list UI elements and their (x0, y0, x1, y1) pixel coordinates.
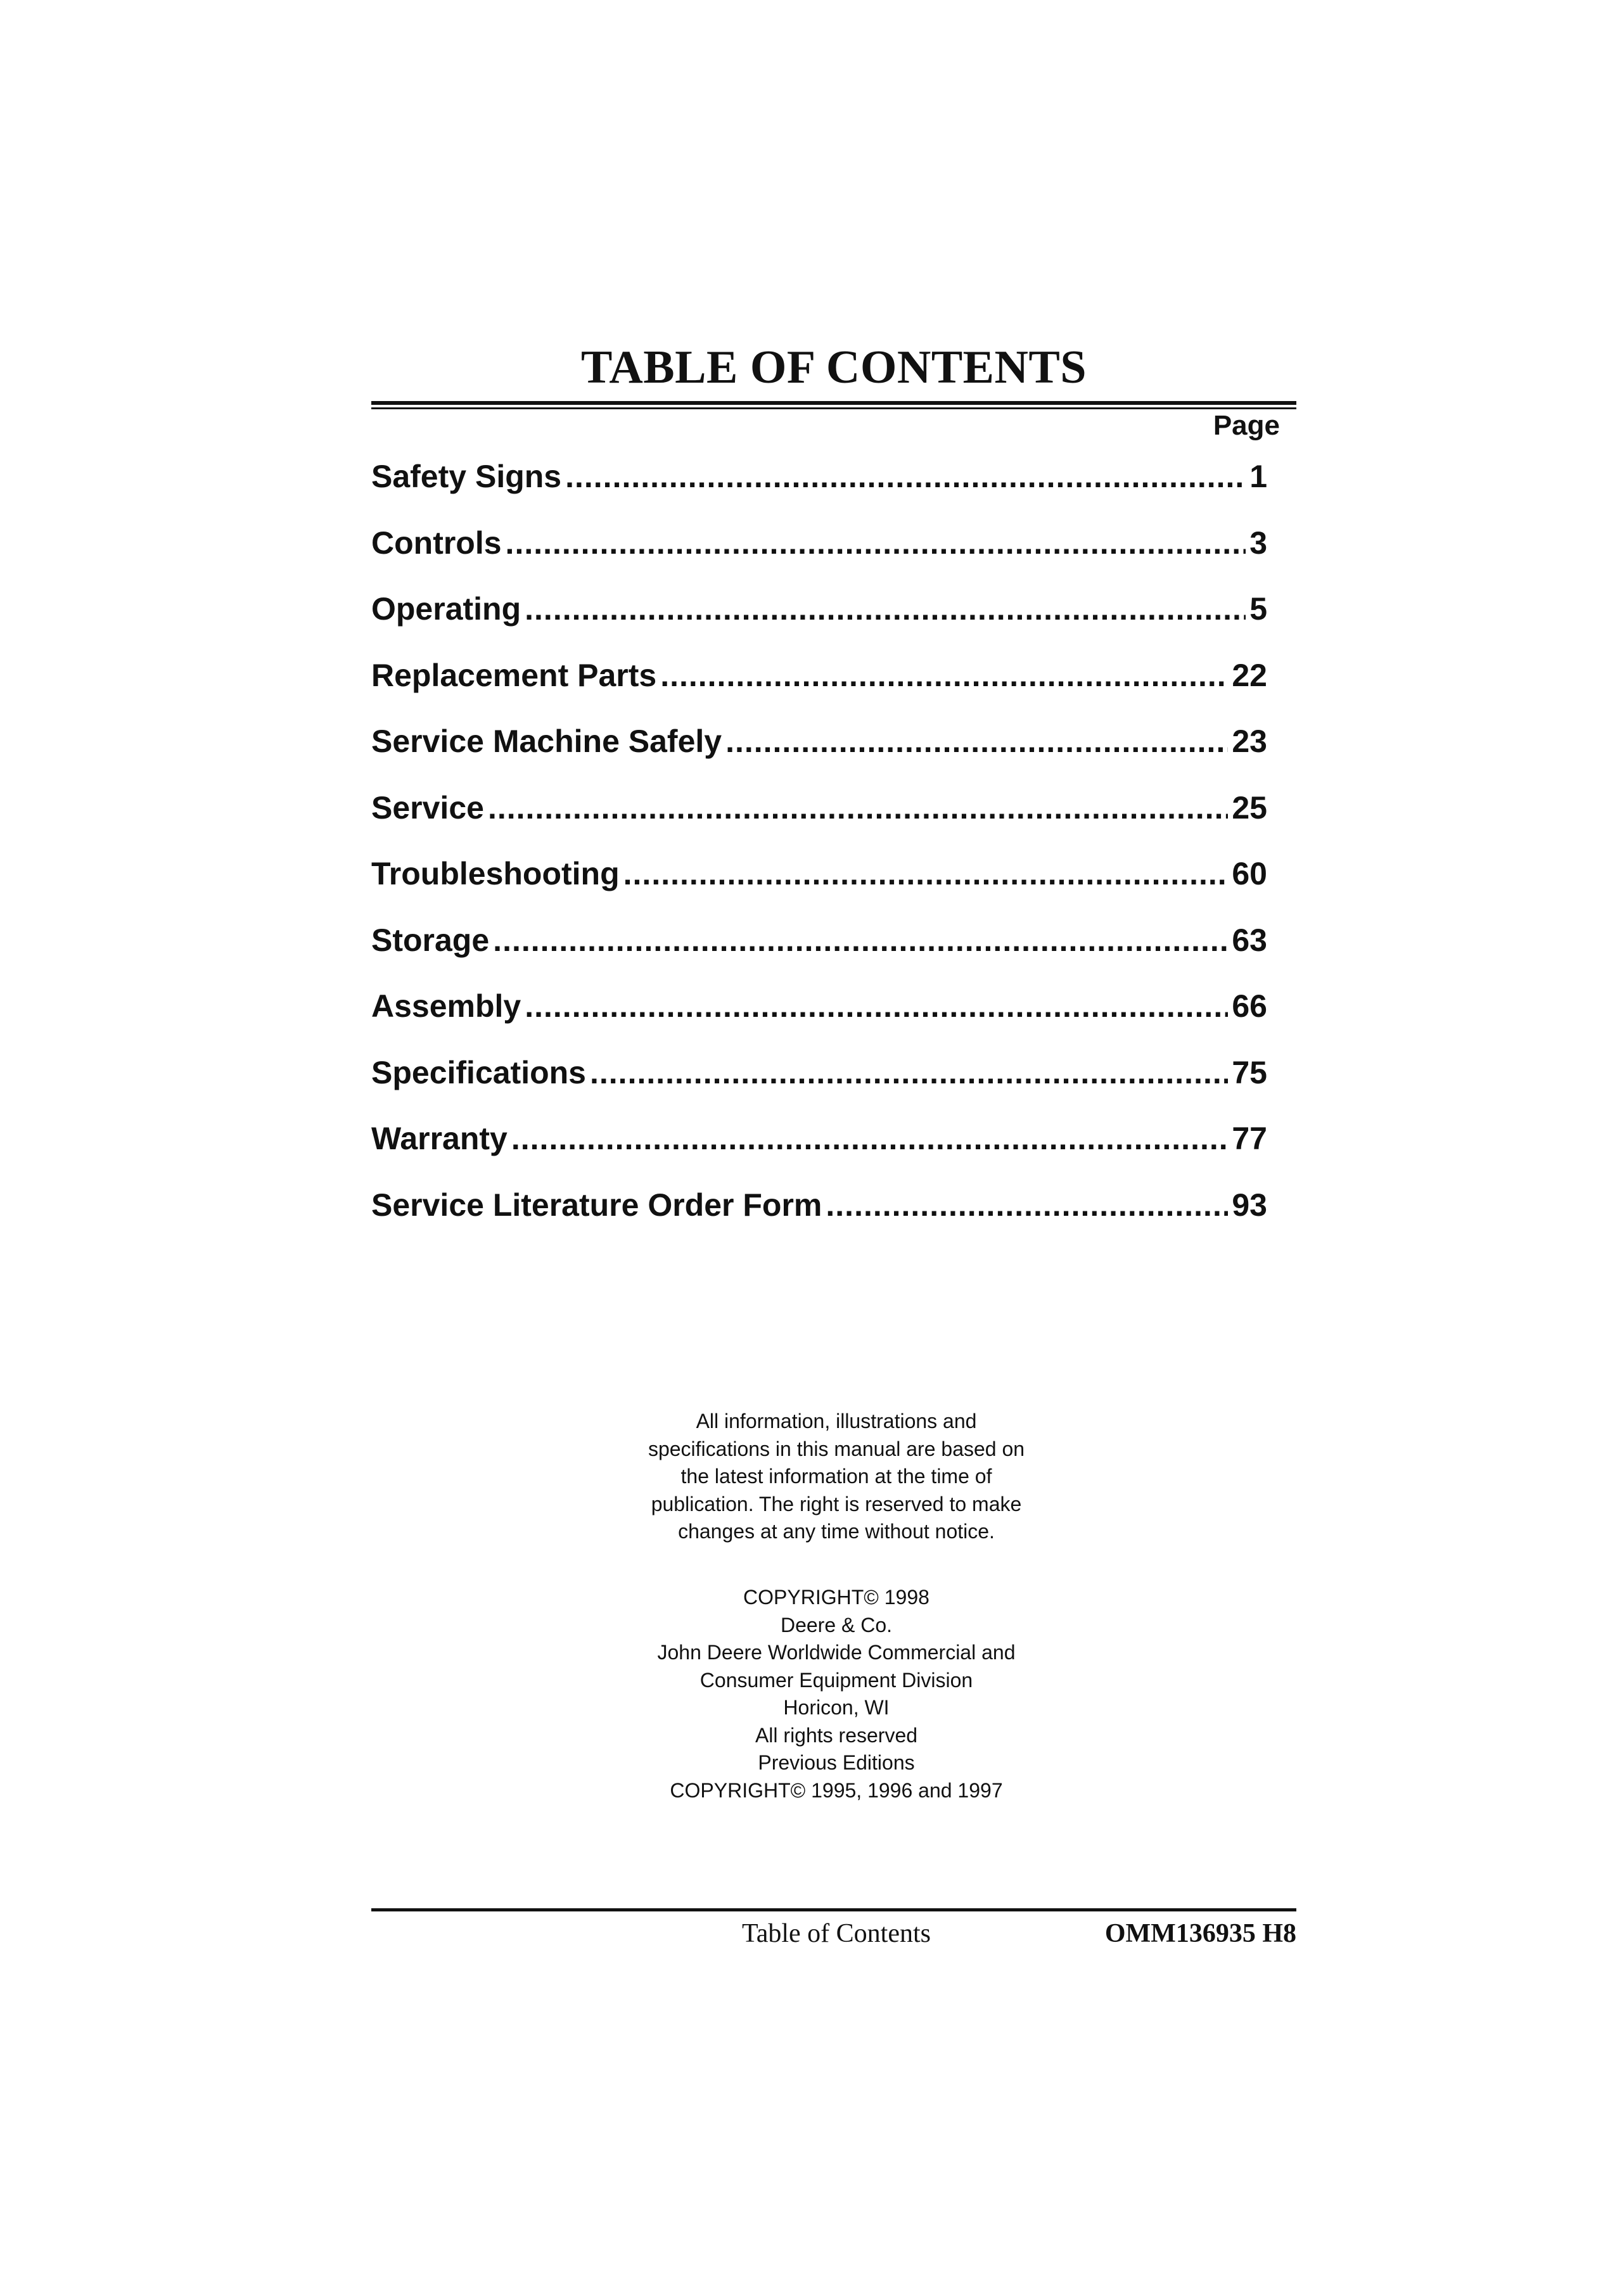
toc-entry-service-literature-order-form[interactable] (371, 1172, 1267, 1239)
dot-leader (826, 1172, 1228, 1238)
toc-entry-label: Safety Signs (371, 459, 562, 494)
notice-line: All information, illustrations and (696, 1410, 977, 1432)
toc-entry-warranty[interactable] (371, 1106, 1267, 1172)
information-notice (608, 1408, 1064, 1546)
dot-leader (511, 1106, 1229, 1171)
dot-leader (725, 708, 1228, 774)
copyright-line: John Deere Worldwide Commercial and (657, 1641, 1016, 1664)
title-rule-thin (371, 407, 1296, 409)
toc-entry-page: 66 (1232, 988, 1267, 1024)
notice-line: the latest information at the time of (680, 1465, 992, 1488)
toc-entry-assembly[interactable] (371, 973, 1267, 1040)
toc-entry-page: 1 (1249, 459, 1267, 494)
toc-entry-page: 77 (1232, 1121, 1267, 1156)
toc-entry-service-machine-safely[interactable] (371, 708, 1267, 775)
notice-line: changes at any time without notice. (678, 1520, 995, 1543)
toc-entry-page: 22 (1232, 657, 1267, 693)
toc-entry-controls[interactable] (371, 510, 1267, 577)
copyright-line: Horicon, WI (783, 1696, 890, 1719)
toc-entry-page: 75 (1232, 1054, 1267, 1090)
toc-entry-label: Service Machine Safely (371, 724, 722, 759)
toc-entry-label: Service Literature Order Form (371, 1187, 822, 1223)
toc-entry-label: Storage (371, 922, 490, 958)
footer-document-code: OMM136935 H8 (1104, 1919, 1296, 1948)
toc-entry-label: Warranty (371, 1121, 508, 1156)
copyright-line: COPYRIGHT© 1995, 1996 and 1997 (670, 1778, 1003, 1802)
toc-entry-page: 93 (1232, 1187, 1267, 1223)
toc-entry-page: 23 (1232, 724, 1267, 759)
copyright-line: Consumer Equipment Division (699, 1668, 973, 1692)
toc-entry-page: 60 (1232, 856, 1267, 891)
copyright-block (608, 1584, 1064, 1804)
toc-entry-safety-signs[interactable] (371, 443, 1267, 510)
page-title: TABLE OF CONTENTS (580, 341, 1087, 393)
toc-entry-label: Specifications (371, 1054, 586, 1090)
title-rule-thick (371, 401, 1296, 405)
toc-entry-specifications[interactable] (371, 1040, 1267, 1106)
footer-section-title: Table of Contents (742, 1919, 931, 1948)
dot-leader (660, 642, 1228, 708)
dot-leader (488, 775, 1228, 841)
dot-leader (590, 1040, 1228, 1106)
toc-entry-page: 3 (1249, 525, 1267, 561)
toc-entry-label: Controls (371, 525, 502, 561)
toc-entry-troubleshooting[interactable] (371, 841, 1267, 907)
toc-entry-service[interactable] (371, 775, 1267, 841)
page-column-label: Page (1213, 410, 1280, 441)
copyright-line: Previous Editions (758, 1751, 915, 1774)
dot-leader (525, 576, 1246, 642)
copyright-line: All rights reserved (755, 1723, 918, 1747)
copyright-line: COPYRIGHT© 1998 (743, 1586, 929, 1609)
toc-entry-page: 25 (1232, 789, 1267, 826)
copyright-line: Deere & Co. (780, 1613, 893, 1636)
dot-leader (623, 841, 1229, 907)
toc-entry-page: 5 (1249, 591, 1267, 627)
toc-entry-storage[interactable] (371, 907, 1267, 974)
notice-line: specifications in this manual are based on (648, 1437, 1025, 1460)
dot-leader (506, 510, 1246, 576)
toc-entry-page: 63 (1232, 922, 1267, 958)
dot-leader (565, 443, 1246, 509)
footer-rule (371, 1908, 1296, 1911)
toc-entry-replacement-parts[interactable] (371, 642, 1267, 709)
toc-entry-operating[interactable] (371, 576, 1267, 642)
toc-entry-label: Replacement Parts (371, 657, 657, 693)
notice-line: publication. The right is reserved to make (651, 1492, 1022, 1515)
toc-entry-label: Operating (371, 591, 521, 627)
dot-leader (525, 973, 1228, 1039)
toc-entry-label: Troubleshooting (371, 856, 620, 891)
toc-entry-label: Service (371, 789, 484, 826)
toc-entry-label: Assembly (371, 988, 521, 1024)
toc-list (371, 443, 1267, 1238)
dot-leader (493, 907, 1228, 973)
